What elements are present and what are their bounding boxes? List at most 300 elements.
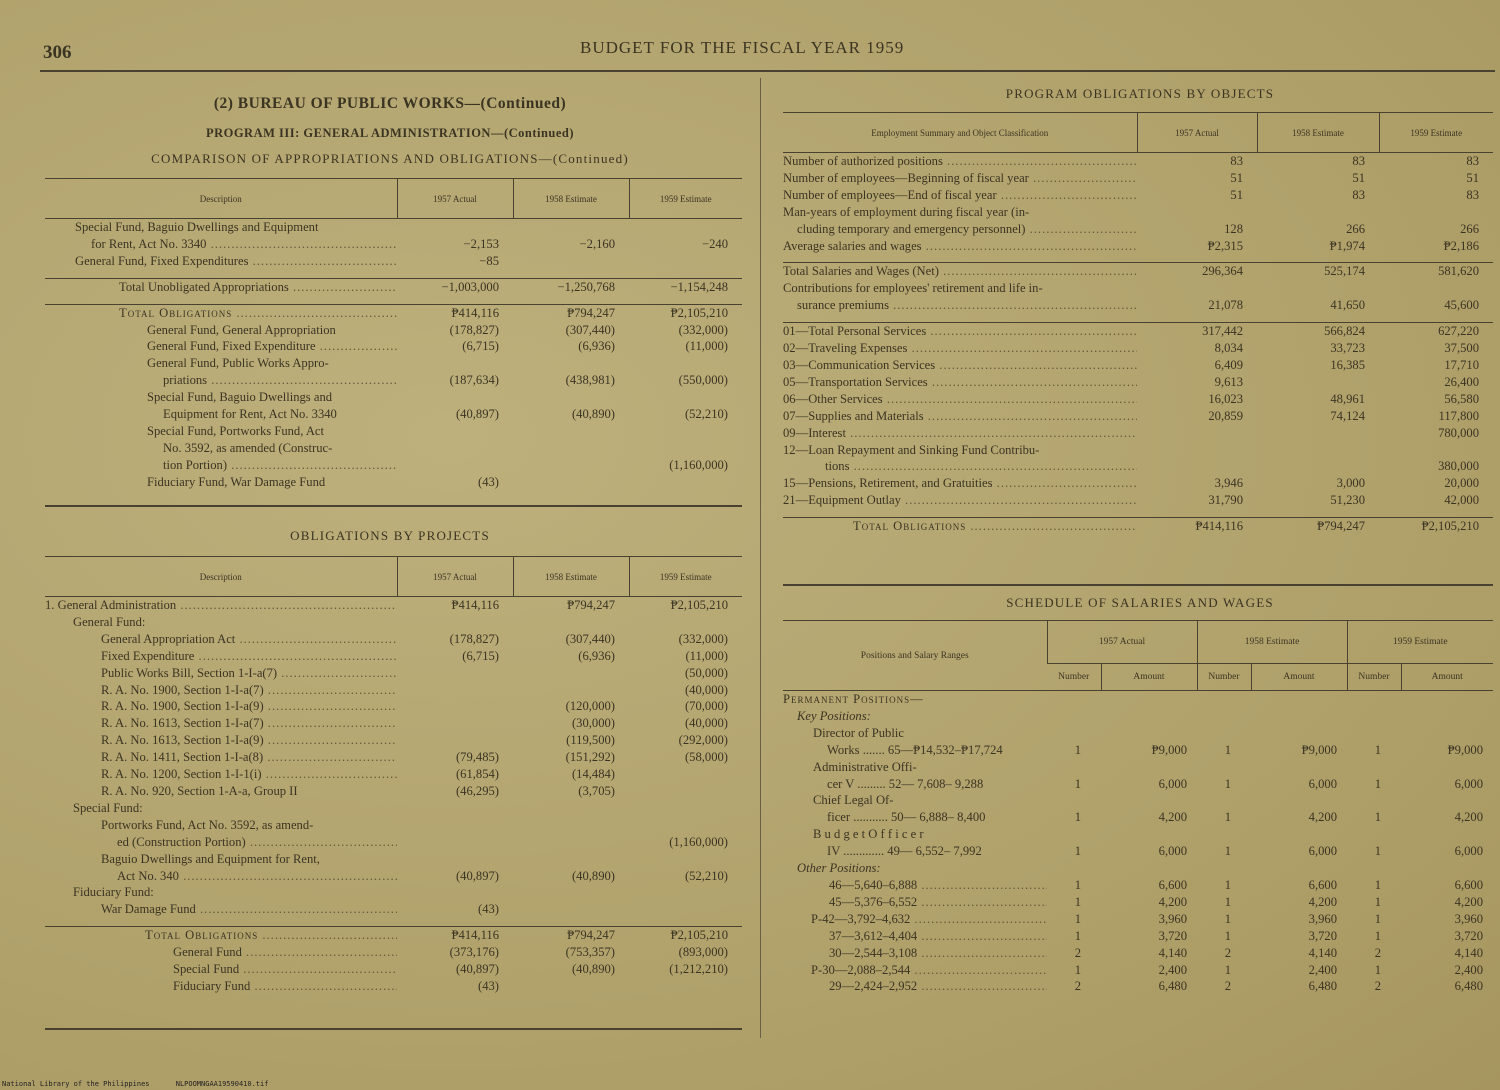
row-value-c: ₱2,186 [1443, 238, 1479, 253]
row-value-a1 [1101, 826, 1197, 843]
row-value-n3 [1347, 708, 1401, 725]
row-value-n2: 1 [1224, 911, 1231, 926]
row-value-n2: 1 [1224, 877, 1231, 892]
row-value-c: (40,000) [684, 716, 728, 731]
row-description [45, 304, 397, 321]
row-value-c: 581,620 [1379, 263, 1493, 280]
objects-table [783, 112, 1493, 535]
row-value-b [513, 355, 629, 372]
table-row [783, 458, 1493, 475]
projects-title: OBLIGATIONS BY PROJECTS [290, 528, 490, 543]
table-row [45, 698, 742, 715]
row-value-c [1379, 280, 1493, 297]
row-value-b: (40,890) [571, 868, 615, 883]
row-value-b [513, 884, 629, 901]
row-value-b [513, 817, 629, 834]
row-value-n3 [1347, 792, 1401, 809]
row-value-c [629, 884, 742, 901]
row-label: Director of Public [813, 725, 904, 740]
row-value-n1 [1047, 708, 1101, 725]
row-value-a: 83 [1230, 154, 1243, 168]
row-value-a3: 4,140 [1454, 945, 1483, 960]
projects-table [45, 556, 742, 995]
row-description [45, 978, 397, 995]
row-label: Equipment for Rent, Act No. 3340 [163, 407, 337, 422]
table-row [45, 682, 742, 699]
row-value-a: (46,295) [455, 783, 499, 798]
col-number: Number [1347, 664, 1401, 691]
comparison-bottom-rule [45, 505, 742, 507]
table-row [783, 809, 1493, 826]
row-description [783, 408, 1137, 425]
table-row [783, 759, 1493, 776]
table-row [45, 253, 742, 270]
row-value-c: 780,000 [1438, 425, 1479, 440]
col-1958: 1958 Estimate [1257, 113, 1379, 153]
row-value-n1: 1 [1074, 928, 1081, 943]
row-label: cer V ......... 52— 7,608– 9,288 [827, 776, 984, 791]
row-label: General Fund, General Appropriation [147, 322, 336, 337]
row-description [783, 911, 1047, 928]
row-value-a: 9,613 [1214, 374, 1243, 389]
row-description [783, 809, 1047, 826]
row-value-a: (40,897) [455, 962, 499, 977]
row-value-a: 8,034 [1214, 341, 1243, 356]
row-value-a: (43) [478, 902, 499, 917]
row-description [45, 236, 397, 253]
row-value-a3: 6,480 [1454, 979, 1483, 994]
row-description [45, 355, 397, 372]
row-label: General Fund [173, 945, 242, 960]
table-row [783, 492, 1493, 509]
row-value-a3: 4,200 [1454, 894, 1483, 909]
row-value-c: 627,220 [1379, 323, 1493, 340]
row-label: R. A. No. 1411, Section 1-I-a(8) [101, 750, 264, 765]
objects-bottom-rule [783, 584, 1493, 586]
row-value-n2: 1 [1224, 894, 1231, 909]
row-description [45, 868, 397, 885]
table-row [783, 978, 1493, 995]
row-value-c: (893,000) [678, 945, 728, 960]
row-value-a3 [1401, 759, 1493, 776]
row-value-b: ₱794,247 [513, 304, 629, 321]
table-row [783, 263, 1493, 280]
row-value-c: 42,000 [1444, 493, 1479, 508]
row-value-b [513, 665, 629, 682]
row-value-a3: 3,720 [1454, 928, 1483, 943]
table-row [783, 894, 1493, 911]
table-row [45, 236, 742, 253]
table-row [45, 474, 742, 491]
row-value-n3: 2 [1374, 945, 1381, 960]
row-value-c: (11,000) [685, 648, 728, 663]
row-value-b: 566,824 [1257, 323, 1379, 340]
row-value-a [397, 817, 513, 834]
row-value-a: (40,897) [455, 868, 499, 883]
row-label: 29—2,424–2,952 [829, 979, 918, 994]
table-row [783, 860, 1493, 877]
row-value-a [397, 884, 513, 901]
row-value-a3: 3,960 [1454, 911, 1483, 926]
row-label: ed (Construction Portion) [117, 834, 246, 849]
col-1957: 1957 Actual [397, 557, 513, 597]
row-value-b [513, 682, 629, 699]
row-value-b: (40,890) [571, 962, 615, 977]
row-value-n1: 1 [1074, 877, 1081, 892]
row-value-b: (119,500) [566, 733, 615, 748]
row-value-a: ₱414,116 [1137, 518, 1257, 535]
table-row [783, 297, 1493, 314]
row-value-c [629, 783, 742, 800]
footer-file: NLPOOMNGAA19590410.tif [175, 1080, 269, 1088]
row-description [783, 776, 1047, 793]
table-row [45, 749, 742, 766]
row-value-c: (1,212,210) [669, 962, 728, 977]
row-label: Special Fund: [73, 800, 143, 815]
row-value-c: −240 [702, 236, 728, 251]
table-row [45, 961, 742, 978]
row-label: 15—Pensions, Retirement, and Gratuities [783, 476, 993, 491]
row-value-a [397, 732, 513, 749]
row-value-n3: 1 [1374, 844, 1381, 859]
row-label: tion Portion) [163, 457, 228, 472]
table-row [783, 843, 1493, 860]
row-description [783, 458, 1137, 475]
row-value-b: 51 [1352, 170, 1365, 185]
row-label: Fixed Expenditure [101, 648, 195, 663]
table-row [783, 238, 1493, 255]
row-description [783, 860, 1047, 877]
row-label: Act No. 340 [117, 868, 179, 883]
col-1959: 1959 Estimate [629, 179, 742, 219]
row-label: 03—Communication Services [783, 357, 936, 372]
row-description [45, 648, 397, 665]
row-value-n1: 1 [1074, 776, 1081, 791]
row-value-b: 41,650 [1330, 298, 1365, 313]
row-description [45, 457, 397, 474]
table-row [783, 340, 1493, 357]
projects-bottom-rule [45, 1028, 742, 1030]
row-description [45, 834, 397, 851]
row-value-b: (6,936) [578, 339, 615, 354]
row-value-c: (332,000) [678, 322, 728, 337]
row-label: Number of employees—Beginning of fiscal year [783, 170, 1029, 185]
row-description [45, 278, 397, 295]
row-description [783, 894, 1047, 911]
table-row [45, 732, 742, 749]
row-value-a3: 6,000 [1454, 776, 1483, 791]
row-description [783, 962, 1047, 979]
row-value-b: 83 [1352, 154, 1365, 168]
row-value-c [629, 800, 742, 817]
row-description [45, 884, 397, 901]
row-value-a: 3,946 [1214, 476, 1243, 491]
row-value-n1 [1047, 792, 1101, 809]
table-row [783, 314, 1493, 323]
row-value-b: (438,981) [565, 373, 615, 388]
table-row [45, 944, 742, 961]
comparison-table [45, 178, 742, 491]
table-row [45, 270, 742, 279]
row-description [45, 406, 397, 423]
row-label: Public Works Bill, Section 1-I-a(7) [101, 665, 278, 680]
row-description [783, 475, 1137, 492]
row-value-a1 [1101, 759, 1197, 776]
row-value-n2 [1197, 860, 1251, 877]
row-label: Total Obligations [119, 305, 233, 320]
salaries-table [783, 620, 1493, 995]
row-value-a2: 6,480 [1308, 979, 1337, 994]
row-value-n3 [1347, 860, 1401, 877]
row-label: 02—Traveling Expenses [783, 341, 908, 356]
row-value-a: 6,409 [1214, 357, 1243, 372]
col-classification: Employment Summary and Object Classification [871, 127, 1049, 138]
row-label: 12—Loan Repayment and Sinking Fund Contribu- [783, 442, 1040, 457]
row-label: General Fund, Public Works Appro- [147, 356, 329, 371]
row-label: Total Salaries and Wages (Net) [783, 264, 939, 279]
table-row [45, 766, 742, 783]
row-value-b: (307,440) [565, 631, 615, 646]
row-value-c: (70,000) [684, 699, 728, 714]
row-label: Average salaries and wages [783, 238, 922, 253]
row-label: General Fund: [73, 614, 146, 629]
col-1959: 1959 Estimate [1347, 621, 1493, 664]
row-value-n1: 2 [1074, 945, 1081, 960]
row-description [45, 474, 397, 491]
row-value-a [397, 423, 513, 440]
row-description [45, 423, 397, 440]
row-description [45, 961, 397, 978]
row-description [783, 792, 1047, 809]
row-value-a2: 3,720 [1308, 928, 1337, 943]
row-value-a: ₱414,116 [451, 598, 499, 612]
row-value-b: (6,936) [578, 648, 615, 663]
row-value-n3 [1347, 826, 1401, 843]
row-label: Man-years of employment during fiscal year (in- [783, 204, 1030, 219]
row-value-b [513, 474, 629, 491]
row-value-a1 [1101, 792, 1197, 809]
row-value-a1: 2,400 [1158, 962, 1187, 977]
row-label: Fiduciary Fund [173, 978, 251, 993]
row-value-n1: 1 [1074, 810, 1081, 825]
row-label: Fiduciary Fund: [73, 885, 154, 900]
row-value-c: 56,580 [1444, 391, 1479, 406]
row-value-c: (1,160,000) [669, 457, 728, 472]
row-value-a [397, 665, 513, 682]
row-value-n1: 1 [1074, 742, 1081, 757]
table-row [783, 928, 1493, 945]
row-value-a1 [1101, 860, 1197, 877]
row-value-n2 [1197, 826, 1251, 843]
row-value-a: 128 [1224, 221, 1243, 236]
row-value-n2: 2 [1224, 979, 1231, 994]
row-value-a1: 3,720 [1158, 928, 1187, 943]
row-value-a [1137, 442, 1257, 459]
row-value-c [629, 817, 742, 834]
table-row [45, 338, 742, 355]
row-value-c [629, 355, 742, 372]
row-value-a1: ₱9,000 [1151, 742, 1187, 757]
table-row [45, 665, 742, 682]
col-description: Description [199, 193, 242, 204]
row-value-b: ₱794,247 [513, 927, 629, 944]
row-value-c [629, 851, 742, 868]
table-row [783, 962, 1493, 979]
row-label: Permanent Positions— [783, 692, 924, 706]
row-value-n2: 1 [1224, 844, 1231, 859]
row-value-c: 20,000 [1444, 476, 1479, 491]
row-description [45, 389, 397, 406]
row-value-a [1137, 425, 1257, 442]
table-row [783, 391, 1493, 408]
col-number: Number [1058, 672, 1090, 682]
row-value-c [1379, 442, 1493, 459]
row-value-a: (6,715) [462, 339, 499, 354]
row-value-c [629, 440, 742, 457]
row-value-a1: 6,480 [1158, 979, 1187, 994]
row-label: Number of employees—End of fiscal year [783, 187, 997, 202]
row-value-b [513, 851, 629, 868]
row-value-a: (6,715) [462, 648, 499, 663]
row-value-a: 51 [1230, 170, 1243, 185]
row-value-b [513, 423, 629, 440]
table-row [783, 691, 1493, 708]
row-value-a2: 6,000 [1308, 844, 1337, 859]
row-value-a [397, 355, 513, 372]
row-value-a2: ₱9,000 [1301, 742, 1337, 757]
table-row [783, 442, 1493, 459]
row-value-b: (753,357) [565, 945, 615, 960]
row-description [783, 280, 1137, 297]
row-value-b: 16,385 [1330, 357, 1365, 372]
row-description [45, 440, 397, 457]
row-label: Special Fund [173, 962, 240, 977]
table-row [45, 851, 742, 868]
row-description [45, 372, 397, 389]
table-row [45, 631, 742, 648]
row-description [783, 442, 1137, 459]
row-label: 09—Interest [783, 425, 846, 440]
row-value-c [629, 901, 742, 918]
row-value-c: (50,000) [684, 665, 728, 680]
column-divider [760, 78, 761, 1038]
row-description [45, 783, 397, 800]
row-value-b [513, 219, 629, 236]
row-description [783, 978, 1047, 995]
row-description [783, 725, 1047, 742]
table-row [783, 826, 1493, 843]
row-label: surance premiums [797, 298, 889, 313]
row-value-a3: ₱9,000 [1447, 742, 1483, 757]
row-label: No. 3592, as amended (Construc- [163, 440, 333, 455]
row-description [783, 928, 1047, 945]
row-value-a: 20,859 [1208, 408, 1243, 423]
row-value-a2 [1251, 759, 1347, 776]
row-value-a1: 3,960 [1158, 911, 1187, 926]
scan-footer [2, 1080, 290, 1088]
row-value-a [397, 715, 513, 732]
table-row [783, 153, 1493, 170]
row-value-a2: 4,200 [1308, 810, 1337, 825]
row-label: R. A. No. 1200, Section 1-I-1(i) [101, 767, 262, 782]
running-title: BUDGET FOR THE FISCAL YEAR 1959 [580, 38, 905, 57]
row-label: Administrative Offi- [813, 759, 917, 774]
row-value-b [513, 389, 629, 406]
row-value-c: 17,710 [1444, 357, 1479, 372]
row-label: Key Positions: [797, 708, 871, 723]
row-value-n2 [1197, 725, 1251, 742]
row-description [45, 253, 397, 270]
row-value-a2 [1251, 792, 1347, 809]
row-description [783, 187, 1137, 204]
row-label: R. A. No. 1613, Section 1-I-a(9) [101, 733, 264, 748]
row-value-b: 74,124 [1330, 408, 1365, 423]
table-row [783, 945, 1493, 962]
table-row [45, 278, 742, 295]
row-value-c: 117,800 [1438, 408, 1479, 423]
row-description [45, 732, 397, 749]
row-description [783, 708, 1047, 725]
row-value-n2 [1197, 759, 1251, 776]
row-value-b [513, 457, 629, 474]
row-value-b [1257, 204, 1379, 221]
row-value-n3: 1 [1374, 742, 1381, 757]
col-1959: 1959 Estimate [1379, 113, 1493, 153]
row-value-c: 83 [1466, 154, 1479, 168]
row-value-a: ₱2,315 [1207, 238, 1243, 253]
row-value-c [1379, 204, 1493, 221]
table-row [45, 457, 742, 474]
row-value-n3: 1 [1374, 776, 1381, 791]
table-row [783, 323, 1493, 340]
row-value-a2: 3,960 [1308, 911, 1337, 926]
table-row [783, 280, 1493, 297]
row-value-n1: 1 [1074, 911, 1081, 926]
row-value-b: ₱1,974 [1329, 238, 1365, 253]
row-value-n1 [1047, 725, 1101, 742]
table-row [45, 901, 742, 918]
row-value-a: (43) [478, 474, 499, 489]
row-value-a1: 6,000 [1158, 776, 1187, 791]
row-value-c [629, 474, 742, 491]
row-value-a: −85 [479, 253, 499, 268]
row-label: 05—Transportation Services [783, 374, 928, 389]
row-description [45, 901, 397, 918]
row-value-n2: 1 [1224, 928, 1231, 943]
row-value-a [397, 457, 513, 474]
row-value-b [513, 440, 629, 457]
table-row [783, 742, 1493, 759]
row-label: cluding temporary and emergency personnel) [797, 221, 1026, 236]
row-value-n1: 1 [1074, 962, 1081, 977]
row-value-a [397, 389, 513, 406]
row-value-c: ₱2,105,210 [1379, 518, 1493, 535]
table-row [783, 374, 1493, 391]
row-value-n1 [1047, 759, 1101, 776]
table-row [45, 978, 742, 995]
row-value-a2: 2,400 [1308, 962, 1337, 977]
row-value-n1: 1 [1074, 894, 1081, 909]
row-label: 30—2,544–3,108 [829, 945, 918, 960]
row-value-b [1257, 280, 1379, 297]
table-row [783, 254, 1493, 263]
comparison-title: COMPARISON OF APPROPRIATIONS AND OBLIGATIONS—(Continued) [151, 151, 629, 166]
row-value-a3 [1401, 708, 1493, 725]
row-value-b: 266 [1346, 221, 1365, 236]
row-value-a2 [1251, 691, 1347, 708]
row-label: 46—5,640–6,888 [829, 877, 918, 892]
row-value-n3: 1 [1374, 928, 1381, 943]
